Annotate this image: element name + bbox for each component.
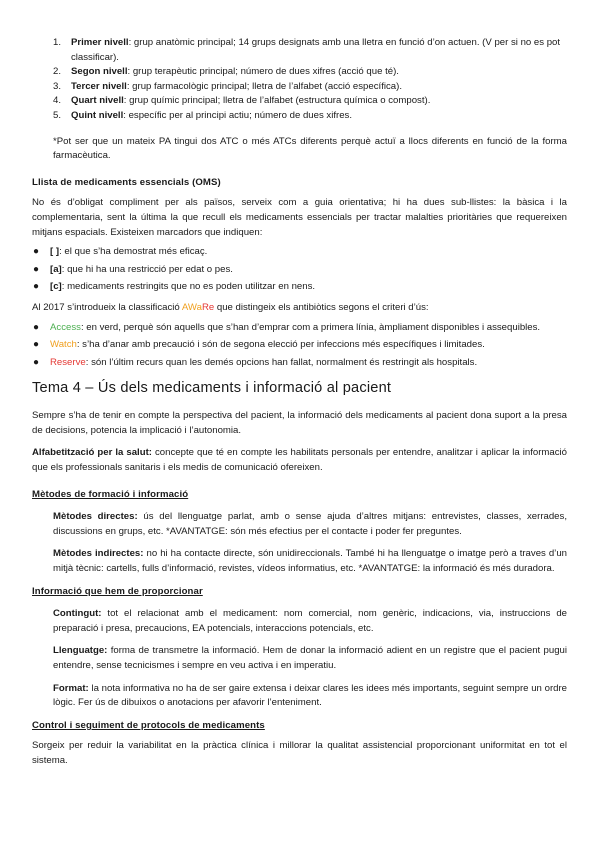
atc-note: *Pot ser que un mateix PA tingui dos ATC o més ATCs diferents perquè actuï a llocs diferents en funció de la forma farmacèutica.	[53, 135, 567, 162]
bullet-icon: ●	[33, 356, 40, 368]
contingut-item: Contingut: tot el relacionat amb el medicament: nom comercial, nom genèric, indicacions, via, instruccions de preparació i presa, precaucions, EA potencials, interaccions potencials, etc.	[53, 608, 567, 634]
bullet-icon: ●	[33, 321, 40, 333]
list-item: 1. Primer nivell: grup anatòmic principal; 14 grups designats amb una lletra en funció d’on actuen. (V per si no es pot classificar).	[53, 37, 561, 63]
metodes-heading: Mètodes de formació i informació	[32, 488, 189, 500]
main-content	[32, 176, 567, 769]
list-item: 5. Quint nivell: específic per al principi actiu; número de dues xifres.	[53, 109, 353, 121]
aware-list	[32, 321, 567, 371]
aware-intro: Al 2017 s’introdueix la classificació AWaRe que distingeix els antibiòtics segons el criteri d’ús:	[32, 301, 429, 313]
atc-levels-list	[53, 36, 567, 124]
llenguatge-item: Llenguatge: forma de transmetre la informació. Hem de donar la informació adient en un registre que el pacient pugui entendre, sense tecnicismes i sempre en veu activa i en imperatiu.	[53, 645, 567, 671]
level-label: Segon nivell	[71, 66, 128, 78]
level-label: Primer nivell	[71, 37, 129, 48]
informacio-heading: Informació que hem de proporcionar	[32, 585, 203, 597]
aware-awa: AWa	[181, 301, 202, 313]
control-heading: Control i seguiment de protocols de medicaments	[32, 719, 265, 731]
metodes-directes: Mètodes directes: ús del llenguatge parlat, amb o sense ajuda d’altres mitjans: entrevistes, classes, xerrades, discussions en grups, etc. *AVANTATGE: són més efectius per el contacte i poder fer preguntes.	[53, 511, 567, 537]
watch-label: Watch	[50, 339, 77, 351]
informacio-block	[53, 607, 567, 711]
bullet-icon: ●	[33, 246, 40, 258]
section-title: Tema 4 – Ús dels medicaments i informació al pacient	[32, 380, 392, 397]
format-item: Format: la nota informativa no ha de ser gaire extensa i deixar clares les idees més importants, seguint sempre un ordre lògic. Fer ús de dibuixos o anotacions per afavorir l’enteniment.	[53, 682, 567, 709]
metodes-block	[53, 510, 567, 576]
bullet-icon: ●	[33, 339, 40, 351]
control-paragraph: Sorgeix per reduir la variabilitat en la pràctica clínica i millorar la qualitat assistencial proporcionant uniformitat en tot el sistema.	[32, 740, 567, 766]
list-item: ● [c]: medicaments restringits que no es poden utilitzar en nens.	[32, 280, 567, 295]
reserve-label: Reserve	[50, 356, 86, 368]
list-item: ● [ ]: el que s’ha demostrat més eficaç.	[32, 245, 567, 260]
list-item: ● [a]: que hi ha una restricció per edat o pes.	[32, 263, 567, 278]
oms-markers-list	[32, 245, 567, 295]
level-label: Quart nivell	[71, 95, 124, 107]
list-item: 2. Segon nivell: grup terapèutic principal; número de dues xifres (acció que té).	[53, 66, 399, 78]
level-label: Quint nivell	[71, 109, 124, 121]
tema4-intro: Sempre s’ha de tenir en compte la perspectiva del pacient, la informació dels medicaments al pacient dona suport a la presa de decisions, potencia la implicació i l’autonomia.	[32, 410, 567, 436]
access-label: Access	[50, 321, 81, 333]
level-label: Tercer nivell	[71, 80, 127, 92]
list-item: 4. Quart nivell: grup químic principal; lletra de l’alfabet (estructura química o compost).	[53, 95, 431, 107]
metodes-indirectes: Mètodes indirectes: no hi ha contacte directe, són unidireccionals. També hi ha llenguatge o imatge però a traves d’un mitjà tècnic: cartells, fulls d’informació, revistes, vídeos informatius, etc. *AVANTATGE: la informació és més duradora.	[53, 548, 567, 575]
aware-re: Re	[201, 301, 215, 313]
list-item: 3. Tercer nivell: grup farmacològic principal; lletra de l’alfabet (acció específica).	[53, 80, 402, 92]
oms-heading: Llista de medicaments essencials (OMS)	[32, 176, 221, 188]
list-item: ● Reserve: són l’últim recurs quan les demés opcions han fallat, normalment és restringit als hospitals.	[32, 356, 567, 371]
bullet-icon: ●	[33, 281, 40, 293]
alfabetitzacio-paragraph: Alfabetització per la salut: concepte que té en compte les habilitats personals per entendre, analitzar i aplicar la informació que els professionals sanitaris i els medis de comunicació ofereixen.	[32, 447, 567, 474]
list-item: ● Watch: s’ha d’anar amb precaució i són de segona elecció per infeccions més específiques i limitades.	[32, 338, 567, 353]
list-item: ● Access: en verd, perquè són aquells que s’han d’emprar com a primera línia, àmpliament disponibles i assequibles.	[32, 321, 567, 336]
oms-paragraph: No és d’obligat compliment per als països, serveix com a guia orientativa; hi ha dues sub-llistes: la bàsica i la complementaria, sent la última la que recull els medicaments essencials per tractar malalties prioritàries que requereixen mitjans espacials. Existeixen marcadors que indiquen:	[32, 197, 567, 238]
bullet-icon: ●	[33, 263, 40, 275]
